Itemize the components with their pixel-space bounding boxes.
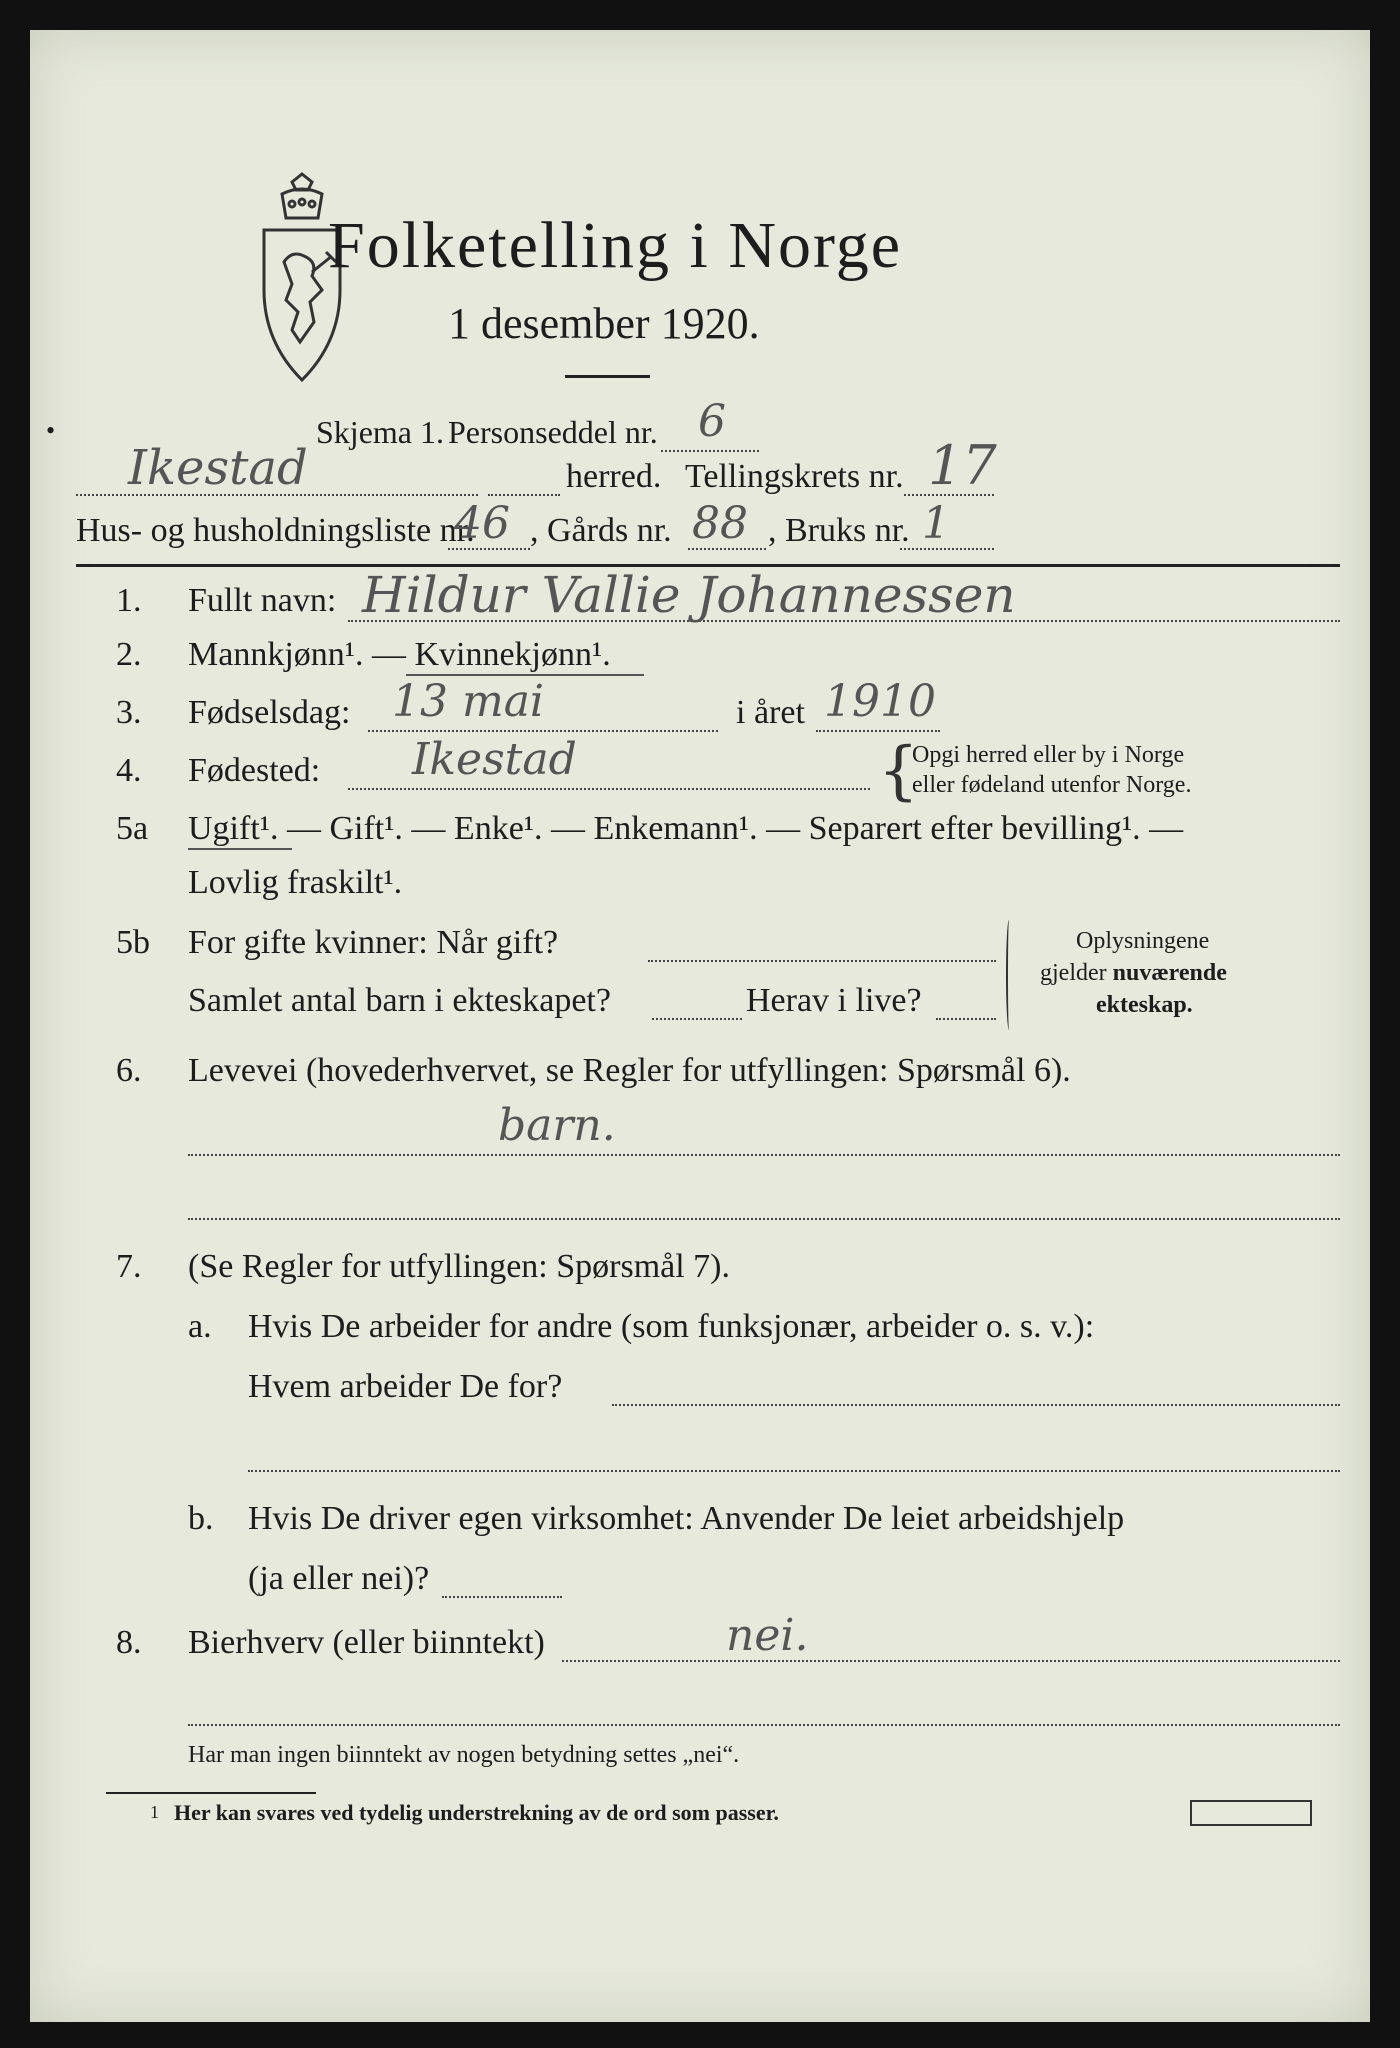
q6-line-2 (188, 1218, 1340, 1220)
q5b-children-line (652, 1018, 742, 1020)
footnote-text: Her kan svares ved tydelig understrekning av de ord som passer. (174, 1800, 779, 1825)
q7b-line-2: (ja eller nei)? (248, 1560, 430, 1597)
form-title: Folketelling i Norge (328, 209, 903, 282)
q7a-line-extra (248, 1470, 1340, 1472)
q7a-line (612, 1404, 1340, 1406)
q3-year-label: i året (736, 694, 805, 731)
q4-note-1: Opgi herred eller by i Norge (912, 742, 1185, 768)
q5b-number: 5b (116, 924, 150, 961)
q5b-note-2a: gjelder (1040, 960, 1113, 986)
bruks-value: 1 (922, 498, 950, 549)
q2-number: 2. (116, 636, 142, 673)
q5a-number: 5a (116, 810, 149, 847)
q5b-alive-label: Herav i live? (746, 982, 922, 1019)
hus-label: Hus- og husholdningsliste nr. (76, 512, 475, 549)
q6-label: Levevei (hovederhvervet, se Regler for utfyllingen: Spørsmål 6). (188, 1052, 1071, 1089)
q2-label: Mannkjønn¹. — Kvinnekjønn¹. (188, 636, 611, 673)
q8-number: 8. (116, 1624, 142, 1661)
q7a-line-1: Hvis De arbeider for andre (som funksjonær, arbeider o. s. v.): (248, 1308, 1095, 1345)
q8-line (562, 1660, 1340, 1662)
q7a-letter: a. (188, 1308, 212, 1345)
q1-number: 1. (116, 582, 142, 619)
q8-line-extra (188, 1724, 1340, 1726)
census-form (30, 30, 1370, 2022)
q5b-note-3: ekteskap. (1096, 992, 1193, 1018)
birth-year-value: 1910 (824, 676, 936, 727)
personseddel-line (661, 450, 759, 452)
q6-number: 6. (116, 1052, 142, 1089)
side-income-value: nei. (726, 1610, 809, 1661)
q8-label: Bierhverv (eller biinntekt) (188, 1624, 545, 1661)
q7b-letter: b. (188, 1500, 214, 1537)
q5b-paren (1006, 920, 1012, 1030)
personseddel-value: 6 (698, 396, 726, 447)
occupation-value: barn. (498, 1100, 616, 1151)
q4-note-2: eller fødeland utenfor Norge. (912, 772, 1192, 798)
q4-label: Fødested: (188, 752, 321, 789)
printer-stamp (1190, 1800, 1312, 1826)
footnote-number: 1 (150, 1802, 159, 1822)
q4-brace: { (878, 734, 919, 808)
q7a-line-2: Hvem arbeider De for? (248, 1368, 563, 1405)
personseddel-label: Personseddel nr. (448, 414, 658, 450)
q5b-note-2b: nuværende (1112, 960, 1227, 986)
tellingskrets-value: 17 (928, 434, 997, 497)
q4-line (348, 788, 870, 790)
gards-value: 88 (692, 498, 748, 549)
bruks-label: , Bruks nr. (768, 512, 910, 549)
margin-dot: • (46, 416, 56, 445)
birthplace-value: Ikestad (412, 734, 577, 785)
q5b-note-1: Oplysningene (1076, 928, 1210, 954)
q7b-line (442, 1596, 562, 1598)
q5a-line-2: Lovlig fraskilt¹. (188, 864, 403, 901)
q3-number: 3. (116, 694, 142, 731)
gards-label: , Gårds nr. (530, 512, 672, 549)
tellingskrets-label: Tellingskrets nr. (685, 458, 904, 495)
schema-label: Skjema 1. (316, 414, 444, 450)
hus-value: 46 (454, 498, 510, 549)
herred-value: Ikestad (128, 440, 308, 496)
q3-line (368, 730, 718, 732)
census-date: 1 desember 1920. (448, 299, 760, 348)
herred-label: herred. (566, 458, 662, 495)
q5b-married-line (648, 960, 996, 962)
footer-note: Har man ingen biinntekt av nogen betydning settes „nei“. (188, 1742, 740, 1768)
title-divider (565, 375, 650, 378)
full-name-value: Hildur Vallie Johannessen (362, 566, 1016, 624)
q5a-line-1: Ugift¹. — Gift¹. — Enke¹. — Enkemann¹. — Separert efter bevilling¹. — (188, 810, 1184, 847)
q3-label: Fødselsdag: (188, 694, 351, 731)
q5b-alive-line (936, 1018, 996, 1020)
q5b-children-label: Samlet antal barn i ekteskapet? (188, 982, 611, 1019)
herred-line-2 (488, 494, 560, 496)
q1-label: Fullt navn: (188, 582, 337, 619)
footnote-rule (106, 1792, 316, 1794)
q7-number: 7. (116, 1248, 142, 1285)
q3-year-line (816, 730, 940, 732)
q5b-note-2 (1040, 960, 1227, 987)
birthday-value: 13 mai (392, 676, 545, 727)
q6-line-1 (188, 1154, 1340, 1156)
q7-label: (Se Regler for utfyllingen: Spørsmål 7). (188, 1248, 731, 1285)
q5b-line-1: For gifte kvinner: Når gift? (188, 924, 559, 961)
q4-number: 4. (116, 752, 142, 789)
q7b-line-1: Hvis De driver egen virksomhet: Anvender De leiet arbeidshjelp (248, 1500, 1125, 1537)
q5a-underline-ugift (188, 848, 292, 850)
